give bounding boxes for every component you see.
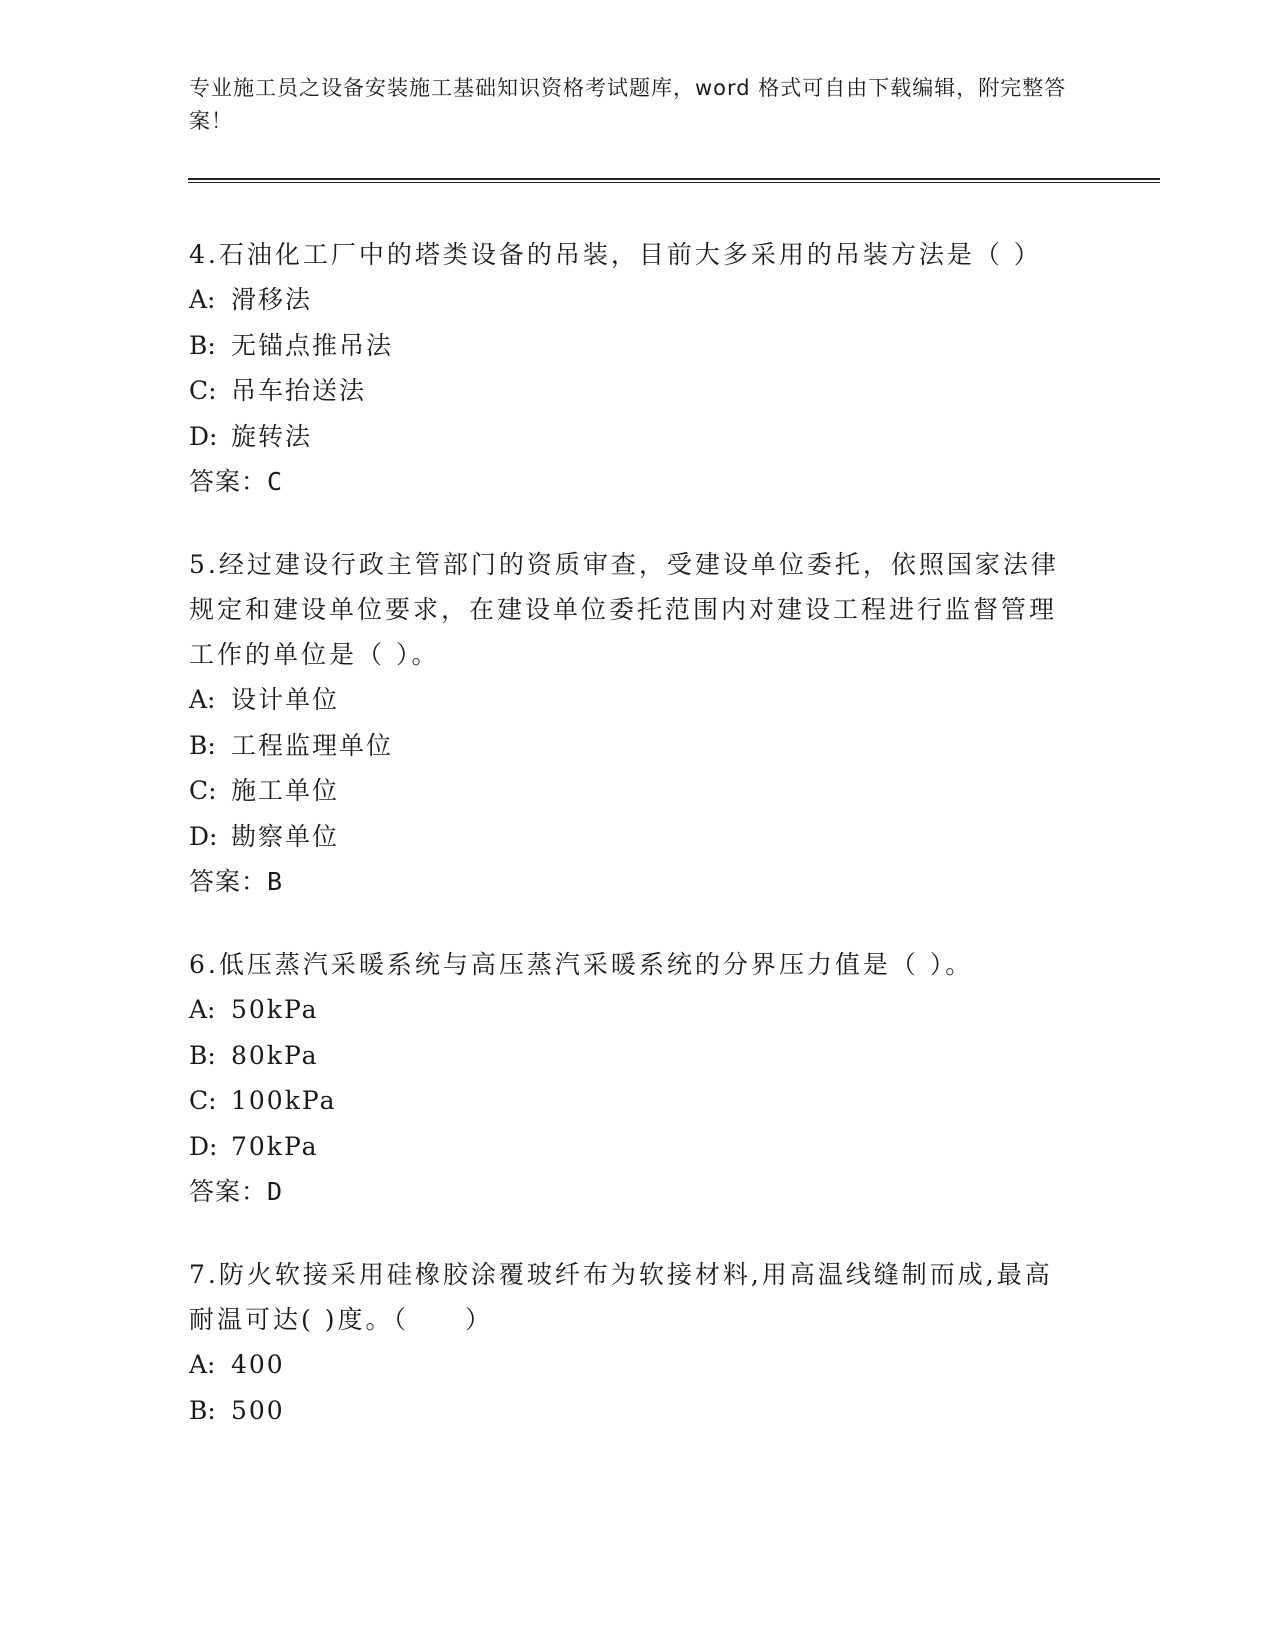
option-a — [189, 1342, 1069, 1388]
option-letter: C: — [189, 1086, 217, 1115]
option-letter: B: — [189, 1395, 216, 1425]
header-text: 专业施工员之设备安装施工基础知识资格考试题库，word 格式可自由下载编辑，附完整答案！ — [189, 76, 1067, 133]
option-text: 吊车抬送法 — [231, 376, 367, 405]
question-4 — [189, 232, 1069, 504]
answer-label: 答案： — [189, 1177, 268, 1206]
option-c — [189, 1078, 1069, 1124]
option-letter: C: — [189, 376, 217, 405]
option-text: 50kPa — [231, 995, 319, 1024]
option-text: 设计单位 — [231, 685, 340, 714]
question-text: 4.石油化工厂中的塔类设备的吊装，目前大多采用的吊装方法是（ ） — [189, 240, 1042, 269]
option-a — [189, 677, 1069, 723]
option-text: 施工单位 — [231, 776, 340, 805]
option-d — [189, 414, 1069, 460]
option-text: 80kPa — [231, 1040, 319, 1070]
option-letter: D: — [189, 1131, 218, 1161]
answer-label: 答案： — [189, 867, 268, 896]
answer-value: D — [267, 1177, 284, 1206]
answer-value: C — [267, 467, 284, 496]
question-text: 6.低压蒸汽采暖系统与高压蒸汽采暖系统的分界压力值是（ ）。 — [189, 950, 974, 979]
answer-label: 答案： — [189, 467, 268, 496]
option-text: 70kPa — [231, 1131, 319, 1161]
option-letter: A: — [189, 685, 216, 714]
option-text: 100kPa — [231, 1086, 337, 1115]
option-a — [189, 277, 1069, 323]
answer-line — [189, 459, 1069, 504]
option-text: 勘察单位 — [231, 821, 340, 851]
question-7 — [189, 1252, 1069, 1433]
header-divider — [188, 178, 1160, 183]
option-text: 旋转法 — [231, 421, 313, 451]
option-letter: A: — [189, 285, 216, 314]
option-text: 400 — [231, 1350, 285, 1379]
answer-line — [189, 1169, 1069, 1214]
option-letter: B: — [189, 730, 216, 760]
answer-value: B — [267, 867, 284, 896]
option-letter: A: — [189, 1350, 216, 1379]
option-b — [189, 1388, 1069, 1434]
option-c — [189, 368, 1069, 414]
option-letter: A: — [189, 995, 216, 1024]
option-b — [189, 323, 1069, 369]
option-d — [189, 1124, 1069, 1170]
option-letter: D: — [189, 821, 218, 851]
question-5 — [189, 542, 1069, 904]
option-letter: B: — [189, 1040, 216, 1070]
document-header — [189, 72, 1069, 138]
option-letter: D: — [189, 421, 218, 451]
question-list — [189, 232, 1069, 1471]
question-text: 7.防火软接采用硅橡胶涂覆玻纤布为软接材料,用高温线缝制而成,最高耐温可达( )度。（ ） — [189, 1260, 1053, 1334]
option-a — [189, 987, 1069, 1033]
option-letter: B: — [189, 330, 216, 360]
option-text: 500 — [231, 1395, 285, 1425]
option-c — [189, 768, 1069, 814]
option-d — [189, 814, 1069, 860]
option-text: 工程监理单位 — [231, 730, 394, 760]
option-b — [189, 1033, 1069, 1079]
question-6 — [189, 942, 1069, 1214]
option-text: 滑移法 — [231, 285, 313, 314]
option-b — [189, 723, 1069, 769]
answer-line — [189, 859, 1069, 904]
question-text: 5.经过建设行政主管部门的资质审查，受建设单位委托，依照国家法律规定和建设单位要求，在建设单位委托范围内对建设工程进行监督管理工作的单位是（ ）。 — [189, 550, 1059, 669]
option-text: 无锚点推吊法 — [231, 330, 394, 360]
option-letter: C: — [189, 776, 217, 805]
